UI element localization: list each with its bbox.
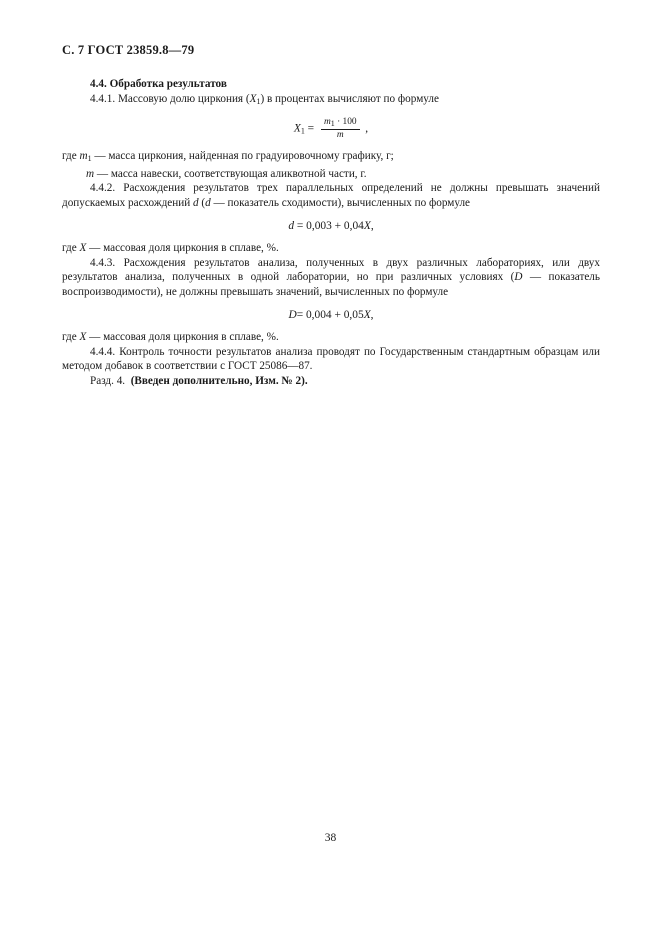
text-run: , <box>370 308 374 321</box>
subscript: 1 <box>87 154 92 164</box>
variable: m <box>86 167 95 180</box>
variable: X <box>79 331 87 344</box>
formula-lhs: X <box>293 122 301 135</box>
text-run: 4.4.2. Расхождения результатов трех параллельных определений не должны превышать значений допускаемых расхождений <box>62 182 600 209</box>
text-run: где <box>62 150 80 163</box>
comma: , <box>359 122 369 135</box>
text-run: — показатель сходимости), вычисленных по формуле <box>210 196 471 209</box>
variable: d <box>288 219 295 232</box>
text-run: где <box>62 242 80 255</box>
variable: X <box>363 219 371 232</box>
subscript: 1 <box>300 126 305 136</box>
subscript: 1 <box>256 96 261 106</box>
section-title: 4.4. Обработка результатов <box>90 78 227 90</box>
page-number: 38 <box>324 832 337 844</box>
variable: d <box>193 196 199 209</box>
formula-x1 <box>62 117 600 141</box>
equals-sign: = <box>304 122 315 135</box>
fraction-denominator: m <box>336 130 344 141</box>
variable: X <box>79 242 87 255</box>
where-m1 <box>62 149 600 167</box>
amendment-text: (Введен дополнительно, Изм. № 2). <box>130 374 308 387</box>
where-x-2 <box>62 330 600 345</box>
variable: m <box>323 117 331 128</box>
formula-D <box>62 308 600 323</box>
subscript: 1 <box>330 119 335 129</box>
text-run: = 0,004 + 0,05 <box>296 308 364 321</box>
fraction <box>321 117 360 141</box>
text-run: = 0,003 + 0,04 <box>294 219 364 232</box>
variable: d <box>205 196 211 209</box>
section-amendment-note <box>62 374 600 389</box>
variable: m <box>79 150 88 163</box>
where-x-1 <box>62 241 600 256</box>
text-run: , <box>370 219 374 232</box>
variable: X <box>249 92 257 105</box>
paragraph-4-4-1 <box>62 92 600 110</box>
text-run: Разд. 4. <box>90 374 131 387</box>
document-body <box>62 77 600 389</box>
variable: D <box>288 308 297 321</box>
paragraph-4-4-2 <box>62 181 600 210</box>
text-run: · 100 <box>334 117 357 128</box>
text-run: ( <box>198 196 206 209</box>
fraction-numerator <box>321 117 360 130</box>
text-run: — массовая доля циркония в сплаве, %. <box>86 242 279 255</box>
text-run: 4.4.3. Расхождения результатов анализа, полученных в двух различных лабораториях, или двух результатов анализа, полученных в одной лаборатории, но при различных условиях ( <box>62 256 600 284</box>
paragraph-4-4-4: 4.4.4. Контроль точности результатов анализа проводят по Государственным стандартным образцам или методом добавок в соответствии с ГОСТ 25086—87. <box>62 345 600 373</box>
page-header: С. 7 ГОСТ 23859.8—79 <box>62 43 195 57</box>
text-run: 4.4.1. Массовую долю циркония ( <box>90 92 250 105</box>
formula-d <box>62 219 600 234</box>
variable: D <box>514 271 523 284</box>
paragraph-4-4-3 <box>62 256 600 300</box>
text-run: — показатель воспроизводимости), не должны превышать значений, вычисленных по формуле <box>62 271 600 298</box>
variable: X <box>363 308 371 321</box>
text-run: ) в процентах вычисляют по формуле <box>260 92 439 105</box>
text-run: где <box>62 331 80 344</box>
text-run: — масса навески, соответствующая аликвотной части, г. <box>94 167 367 180</box>
text-run: — масса циркония, найденная по градуировочному графику, г; <box>91 150 394 163</box>
text-run: — массовая доля циркония в сплаве, %. <box>86 331 279 344</box>
where-m <box>62 167 600 182</box>
